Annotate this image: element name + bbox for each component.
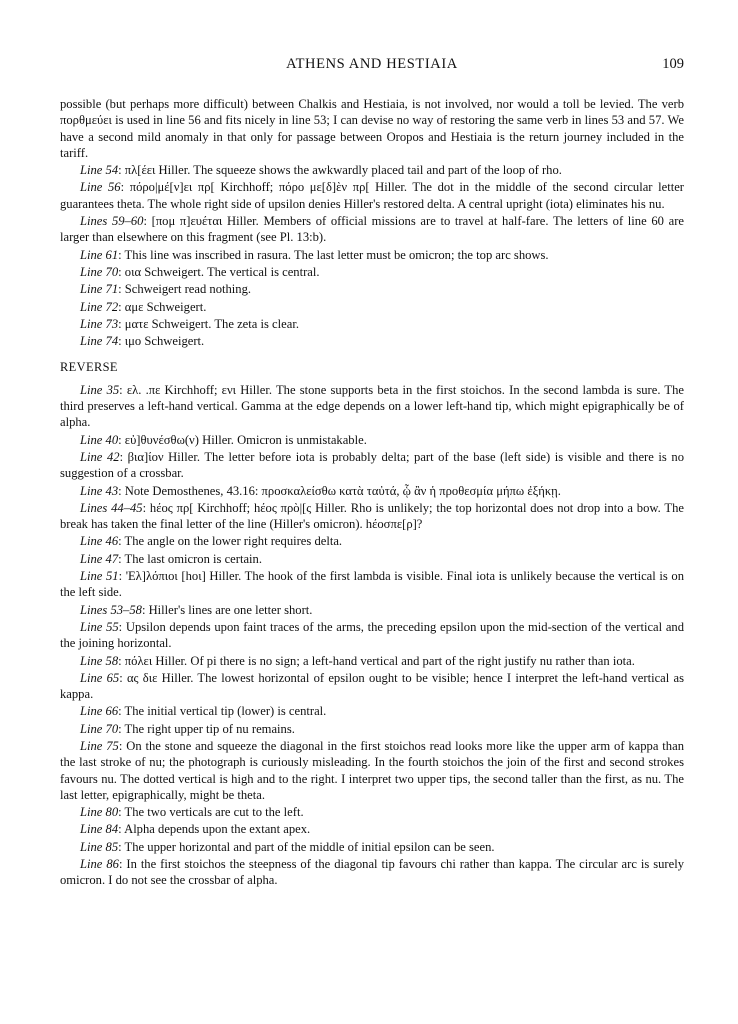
note-text: : ματε Schweigert. The zeta is clear. bbox=[118, 316, 299, 331]
running-header bbox=[60, 56, 684, 80]
note-paragraph bbox=[60, 856, 684, 889]
line-reference: Lines 44–45 bbox=[80, 500, 143, 515]
note-paragraph bbox=[60, 500, 684, 533]
line-reference: Line 56 bbox=[80, 180, 121, 195]
line-reference: Line 75 bbox=[80, 738, 119, 753]
note-paragraph bbox=[60, 179, 684, 212]
note-paragraph bbox=[60, 653, 684, 669]
note-text: : [πομ π]ευέται Hiller. Members of official missions are to travel at half-fare. The letters of line 60 are larger than elsewhere on this fragment (see Pl. 13:b). bbox=[60, 214, 684, 245]
line-reference: Line 74 bbox=[80, 334, 119, 349]
line-reference: Line 47 bbox=[80, 551, 119, 566]
note-paragraph bbox=[60, 670, 684, 703]
note-paragraph bbox=[60, 96, 684, 161]
reverse-notes bbox=[60, 382, 684, 889]
line-reference: Line 85 bbox=[80, 839, 119, 854]
line-reference: Line 40 bbox=[80, 432, 119, 447]
note-text: : πόλει Hiller. Of pi there is no sign; a left-hand vertical and part of the right justify nu rather than iota. bbox=[118, 653, 635, 668]
note-text: : The upper horizontal and part of the middle of initial epsilon can be seen. bbox=[118, 839, 495, 854]
note-paragraph bbox=[60, 316, 684, 332]
line-reference: Line 80 bbox=[80, 805, 119, 820]
note-paragraph bbox=[60, 432, 684, 448]
note-text: : In the first stoichos the steepness of the diagonal tip favours chi rather than kappa. The circular arc is surely omicron. I do not see the crossbar of alpha. bbox=[60, 857, 684, 888]
note-text: : πλ[έει Hiller. The squeeze shows the awkwardly placed tail and part of the loop of rho. bbox=[118, 163, 562, 178]
note-text: : εὐ]θυνέσθω(ν) Hiller. Omicron is unmistakable. bbox=[118, 432, 367, 447]
line-reference: Line 42 bbox=[80, 449, 120, 464]
line-reference: Line 54 bbox=[80, 163, 119, 178]
note-text: : ας διε Hiller. The lowest horizontal of epsilon ought to be visible; hence I interpret the left-hand vertical as kappa. bbox=[60, 670, 684, 702]
note-paragraph bbox=[60, 281, 684, 297]
note-text: : On the stone and squeeze the diagonal in the first stoichos read looks more like the upper arm of kappa than the last stroke of nu; the photograph is curiously misleading. In the fourth stoichos the join of the first and second strokes favours nu. The dotted vertical is high and to the right. I interpret two upper tips, the second taller than the first, as nu. The last letter, epigraphically, might be theta. bbox=[60, 738, 684, 802]
line-reference: Line 58 bbox=[80, 653, 119, 668]
note-paragraph bbox=[60, 382, 684, 431]
note-paragraph bbox=[60, 162, 684, 178]
note-paragraph bbox=[60, 299, 684, 315]
note-text: : αμε Schweigert. bbox=[118, 299, 207, 314]
line-reference: Line 70 bbox=[80, 721, 119, 736]
line-reference: Line 51 bbox=[80, 569, 119, 584]
page-number: 109 bbox=[662, 56, 684, 72]
line-reference: Line 72 bbox=[80, 299, 119, 314]
note-paragraph bbox=[60, 264, 684, 280]
line-reference: Line 71 bbox=[80, 282, 119, 297]
line-reference: Line 66 bbox=[80, 704, 119, 719]
note-text: : Schweigert read nothing. bbox=[118, 282, 252, 297]
note-paragraph bbox=[60, 703, 684, 719]
line-reference: Lines 53–58 bbox=[80, 602, 142, 617]
line-reference: Line 86 bbox=[80, 857, 119, 872]
note-text: : ελ. .πε Kirchhoff; ενι Hiller. The stone supports beta in the first stoichos. In the second lambda is sure. The third preserves a left-hand vertical. Gamma at the edge depends on a lower left-hand tip, which might epigraphically be of alpha. bbox=[60, 382, 684, 430]
note-text: : This line was inscribed in rasura. The last letter must be omicron; the top arc shows. bbox=[118, 247, 549, 262]
note-text: : hέος πρ[ Kirchhoff; hέος πρὸ|[ς Hiller. Rho is unlikely; the top horizontal does not drop into a bow. The break has taken the final letter of the line (Hiller's omicron). hέοσπε[ρ]? bbox=[60, 500, 684, 532]
line-reference: Line 61 bbox=[80, 247, 119, 262]
line-reference: Line 70 bbox=[80, 264, 119, 279]
note-text: : Hiller's lines are one letter short. bbox=[141, 602, 313, 617]
note-paragraph bbox=[60, 568, 684, 601]
obverse-notes bbox=[60, 96, 684, 349]
note-text: : βια]ίον Hiller. The letter before iota is probably delta; part of the base (left side) is visible and there is no suggestion of a crossbar. bbox=[60, 449, 684, 481]
line-reference: Lines 59–60 bbox=[80, 214, 144, 229]
note-text: : Alpha depends upon the extant apex. bbox=[118, 822, 311, 837]
note-text: : 'Ελ]λόπιοι [hoι] Hiller. The hook of the first lambda is visible. Final iota is unlikely because the vertical is on the left side. bbox=[60, 569, 684, 600]
note-paragraph bbox=[60, 247, 684, 263]
running-title: ATHENS AND HESTIAIA bbox=[286, 56, 458, 72]
note-text: : The angle on the lower right requires delta. bbox=[118, 534, 343, 549]
note-paragraph bbox=[60, 483, 684, 499]
note-text: : ιμο Schweigert. bbox=[118, 334, 205, 349]
note-paragraph bbox=[60, 533, 684, 549]
note-text: : πόρο|μέ[ν]ει πρ[ Kirchhoff; πόρο με[δ]ὲν πρ[ Hiller. The dot in the middle of the second circular letter guarantees theta. The whole right side of upsilon denies Hiller's restored delta. A central upright (iota) eliminates his nu. bbox=[60, 180, 684, 211]
line-reference: Line 43 bbox=[80, 483, 119, 498]
note-text: : The last omicron is certain. bbox=[118, 551, 262, 566]
note-paragraph bbox=[60, 738, 684, 803]
line-reference: Line 65 bbox=[80, 670, 120, 685]
note-text: : The right upper tip of nu remains. bbox=[118, 721, 295, 736]
note-text: : The initial vertical tip (lower) is central. bbox=[118, 704, 327, 719]
reverse-heading: REVERSE bbox=[60, 360, 118, 375]
line-reference: Line 55 bbox=[80, 619, 119, 634]
note-text: possible (but perhaps more difficult) between Chalkis and Hestiaia, is not involved, nor would a toll be levied. The verb πορθμεύει is used in line 56 and fits nicely in line 53; I can devise no way of restoring the same verb in lines 53 and 57. We have a second mild anomaly in that only for passage between Oropos and Hestiaia is the return journey included in the tariff. bbox=[60, 97, 684, 160]
line-reference: Line 73 bbox=[80, 316, 119, 331]
note-text: : The two verticals are cut to the left. bbox=[118, 805, 304, 820]
note-paragraph bbox=[60, 551, 684, 567]
note-paragraph bbox=[60, 619, 684, 652]
note-paragraph bbox=[60, 821, 684, 837]
note-paragraph bbox=[60, 213, 684, 246]
line-reference: Line 46 bbox=[80, 534, 119, 549]
commentary-body bbox=[60, 96, 684, 889]
note-text: : Upsilon depends upon faint traces of the arms, the preceding epsilon upon the mid-section of the vertical and the joining horizontal. bbox=[60, 619, 684, 651]
note-paragraph bbox=[60, 602, 684, 618]
note-paragraph bbox=[60, 804, 684, 820]
page bbox=[60, 56, 684, 890]
note-paragraph bbox=[60, 721, 684, 737]
note-paragraph bbox=[60, 333, 684, 349]
note-text: : οια Schweigert. The vertical is central. bbox=[118, 264, 320, 279]
line-reference: Line 84 bbox=[80, 822, 119, 837]
note-paragraph bbox=[60, 839, 684, 855]
line-reference: Line 35 bbox=[80, 382, 120, 397]
note-text: : Note Demosthenes, 43.16: προσκαλείσθω κατὰ ταὐτά, ᾧ ἂν ἡ προθεσμία μήπω ἐξήκῃ. bbox=[118, 483, 561, 498]
note-paragraph bbox=[60, 449, 684, 482]
